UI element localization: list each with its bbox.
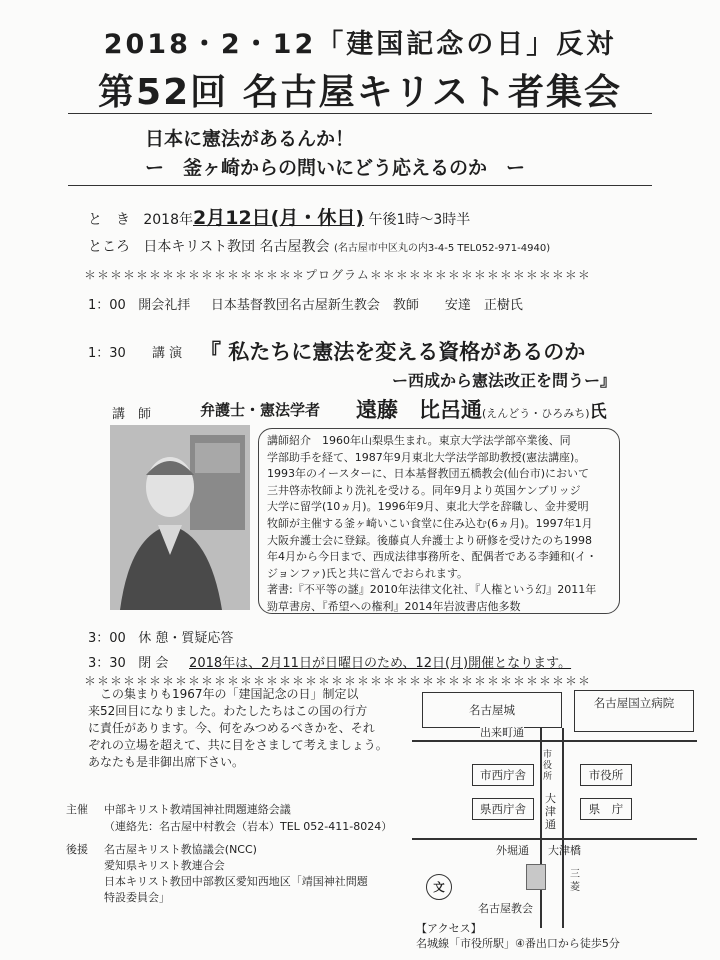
when-label: と き — [88, 212, 130, 228]
divider — [68, 113, 652, 114]
event-when — [88, 203, 470, 230]
sponsor-line: 特設委員会」 — [104, 891, 170, 904]
map-otsubashi: 大津橋 — [548, 844, 581, 857]
bio-line: ジョンファ)氏と共に営んでおられます。 — [267, 566, 468, 580]
sponsor-line: 名古屋キリスト教協議会(NCC) — [104, 843, 257, 856]
sponsor-line: 日本キリスト教団中部教区愛知西地区「靖国神社問題 — [104, 875, 368, 888]
organizer-contact: （連絡先：名古屋中村教会（岩本）TEL 052-411-8024） — [104, 820, 393, 833]
road-otsu-2 — [562, 728, 564, 928]
church-building-icon — [526, 864, 546, 890]
map-tsuru: 三菱 — [570, 869, 580, 893]
bio-line: 三井啓赤牧師より洗礼を受ける。同年9月より英国ケンブリッジ — [267, 483, 581, 497]
organizer-name: 中部キリスト教靖国神社問題連絡会議 — [104, 803, 291, 816]
program-time: 3：30 — [88, 656, 126, 671]
message-line: に責任があります。今、何をみつめるべきかを、それ — [88, 721, 375, 735]
lecturer-label: 講 師 — [112, 407, 152, 422]
program-title: 休 憩・質疑応答 — [138, 631, 234, 646]
map-cityhall: 市役所 — [580, 764, 632, 786]
map-demizu: 出来町通 — [480, 726, 524, 739]
venue: 日本キリスト教団 名古屋教会 — [143, 239, 330, 255]
where-label: ところ — [88, 239, 130, 255]
map-hospital: 名古屋国立病院 — [574, 690, 694, 732]
access-map — [402, 688, 702, 950]
lecturer-kana: (えんどう・ひろみち) — [482, 407, 590, 420]
organizer-label: 主催 — [66, 803, 88, 816]
message-line: あなたも是非御出席下さい。 — [88, 755, 245, 769]
date-prefix: 2018年 — [143, 212, 193, 228]
sponsor-label: 後援 — [66, 843, 88, 856]
divider — [68, 185, 652, 186]
bio-line: 勁草書房、『希望への権利』2014年岩波書店他多数 — [267, 599, 521, 613]
invitation-message — [88, 686, 393, 771]
program-time: 1：00 — [88, 298, 126, 313]
map-church: 名古屋教会 — [478, 902, 533, 915]
map-castle: 名古屋城 — [422, 692, 562, 728]
program-title: 開会礼拝 — [138, 298, 191, 313]
lecturer-role: 弁護士・憲法学者 — [200, 401, 321, 419]
map-shiseicho: 市西庁舎 — [472, 764, 534, 786]
subtitle-line1: 日本に憲法があるんか！ — [145, 128, 355, 150]
program-item-opening — [88, 294, 523, 313]
map-prefoffice: 県 庁 — [580, 798, 632, 820]
subtitle-line2: ー 釜ヶ崎からの問いにどう応えるのか ー — [145, 157, 526, 179]
school-icon: 文 — [426, 874, 452, 900]
event-where — [88, 236, 550, 256]
access-text: 名城線「市役所駅」④番出口から徒歩5分 — [416, 937, 620, 950]
road-demizu — [412, 740, 697, 742]
bio-line: 牧師が主催する釜ヶ崎いこい食堂に住み込む(6ヵ月)。1997年1月 — [267, 516, 593, 530]
venue-address: (名古屋市中区丸の内3-4-5 TEL052-971-4940) — [333, 243, 551, 254]
program-time-lecture: 1：30 — [88, 346, 126, 361]
bio-line: 学部助手を経て、1987年9月東北大学法学部助教授(憲法講座)。 — [267, 450, 586, 464]
event-title-line2: 第52回 名古屋キリスト者集会 — [98, 72, 622, 113]
road-otsu — [540, 728, 542, 928]
bio-line: 大学に留学(10ヵ月)。1996年9月、東北大学を辞職し、金井愛明 — [267, 500, 589, 514]
message-line: ぞれの立場を超えて、共に目をさまして考えましょう。 — [88, 738, 388, 752]
lecturer-name: 遠藤 比呂通 — [356, 398, 482, 422]
lecturer-bio — [258, 428, 620, 614]
message-line: この集まりも1967年の「建国記念の日」制定以 — [88, 687, 359, 701]
event-time: 午後1時〜3時半 — [368, 212, 471, 228]
event-title-line1: 2018・2・12「建国記念の日」反対 — [103, 29, 617, 60]
message-line: 来52回目になりました。わたしたちはこの国の行方 — [88, 704, 368, 718]
bio-line: 講師紹介 1960年山梨県生まれ。東京大学法学部卒業後、同 — [267, 434, 571, 447]
map-prefwest: 県西庁舎 — [472, 798, 534, 820]
bio-line: 大阪弁護士会に登録。後藤貞人弁護士より研修を受けたのち1998 — [267, 533, 592, 547]
sponsor-line: 愛知県キリスト教連合会 — [104, 859, 225, 872]
lecturer-name-block — [356, 394, 607, 424]
bio-line: 年4月から今日まで、西成法律事務所を、配偶者である李鍾和(イ・ — [267, 550, 598, 564]
program-item-closing — [88, 652, 571, 671]
sponsor-list — [104, 842, 368, 906]
closing-note: 2018年は、2月11日が日曜日のため、12日(月)開催となります。 — [189, 656, 572, 671]
program-divider: ＊＊＊＊＊＊＊＊＊＊＊＊＊＊＊＊＊プログラム＊＊＊＊＊＊＊＊＊＊＊＊＊＊＊＊＊ — [84, 268, 591, 282]
bio-line: 著書:『不平等の謎』2010年法律文化社、『人権という幻』2011年 — [267, 583, 597, 597]
program-label-lecture: 講 演 — [152, 346, 183, 361]
lecture-title: 『 私たちに憲法を変える資格があるのか — [200, 340, 586, 364]
lecturer-suffix: 氏 — [589, 402, 607, 422]
lecturer-photo — [110, 425, 250, 610]
map-station: 市役所 — [543, 750, 553, 782]
end-divider: ＊＊＊＊＊＊＊＊＊＊＊＊＊＊＊＊＊＊＊＊＊＊＊＊＊＊＊＊＊＊＊＊＊＊＊＊＊＊＊ — [84, 674, 592, 688]
road-sotobori — [412, 838, 697, 840]
map-sotobori: 外堀通 — [496, 844, 529, 857]
bio-line: 1993年のイースターに、日本基督教団五橋教会(仙台市)において — [267, 467, 590, 481]
map-otsu: 大津通 — [545, 792, 556, 831]
access-label: 【アクセス】 — [416, 922, 482, 935]
program-title: 閉 会 — [138, 656, 169, 671]
program-detail: 日本基督教団名古屋新生教会 教師 安達 正樹氏 — [210, 298, 523, 313]
program-time: 3：00 — [88, 631, 126, 646]
lecture-subtitle: ー西成から憲法改正を問うー』 — [392, 371, 617, 390]
event-date: 2月12日(月・休日) — [193, 207, 365, 229]
program-item-break — [88, 627, 233, 646]
